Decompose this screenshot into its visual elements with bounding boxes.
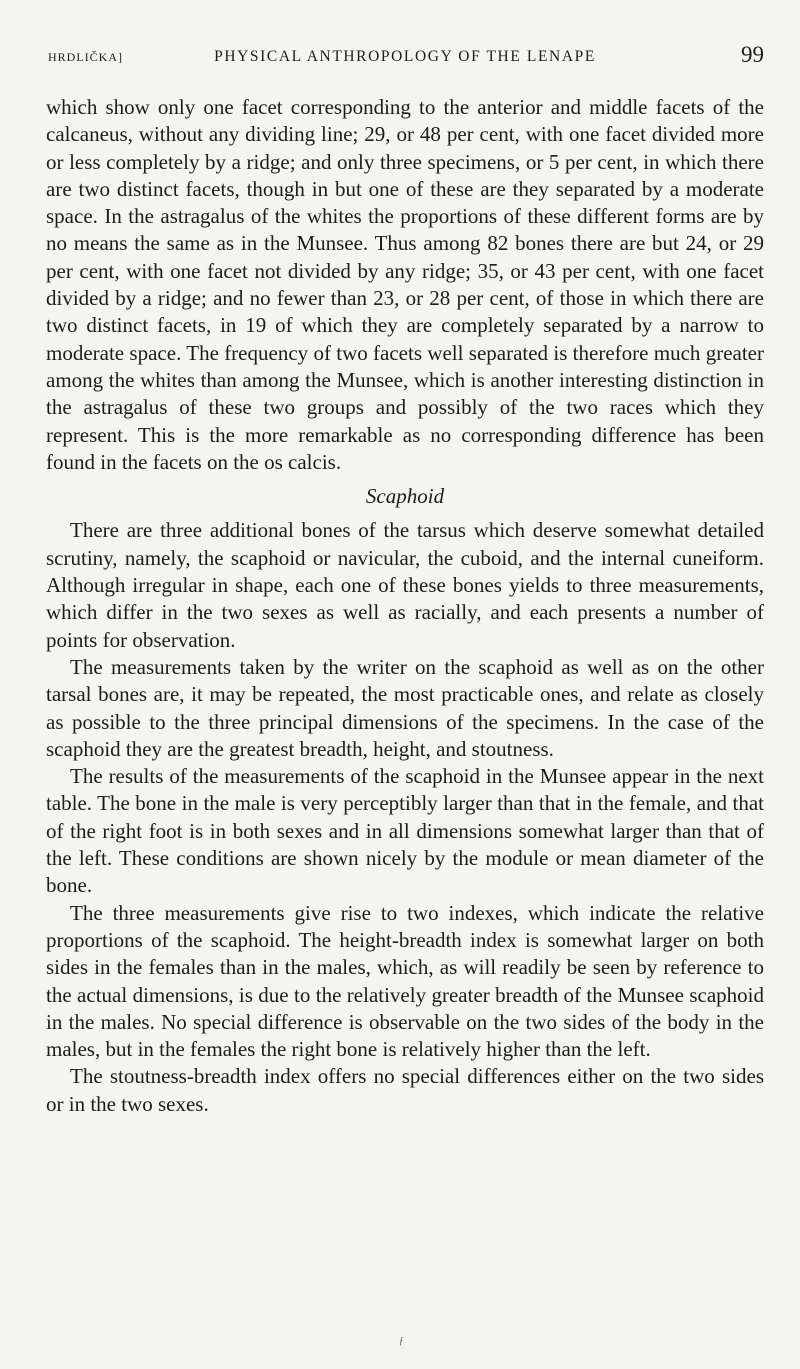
running-head-title: PHYSICAL ANTHROPOLOGY OF THE LENAPE [214,48,596,65]
section-heading-scaphoid: Scaphoid [365,484,445,509]
page-number: 99 [741,42,764,67]
paragraph-stoutness-index: The stoutness-breadth index offers no special differences either on the two sides or in the two sexes. [46,1064,764,1116]
paragraph-measurements-method: The measurements taken by the writer on the scaphoid as well as on the other tarsal bones are, it may be repeated, the most practicable ones, and relate as closely as possible to the three principal dimensions of the specimens. In the case of the scaphoid they are the greatest breadth, height, and stoutness. [46,654,764,761]
paragraph-munsee-results: The results of the measurements of the scaphoid in the Munsee appear in the next table. The bone in the male is very perceptibly larger than that in the female, and that of the right foot is in both sexes and in all dimensions somewhat larger than that of the left. These conditions are shown nicely by the module or mean diameter of the bone. [46,764,764,898]
body-text [46,94,764,1118]
running-head-author: HRDLIČKA] [48,50,123,64]
paragraph-indexes: The three measurements give rise to two indexes, which indicate the relative proportions of the scaphoid. The height-breadth index is somewhat larger on both sides in the females than in the males, which, as will readily be seen by reference to the actual dimensions, is due to the relatively greater breadth of the Munsee scaphoid in the males. No special difference is observable on the two sides of the body in the males, but in the females the right bone is relatively higher than the left. [46,900,764,1062]
running-head [46,40,764,74]
paragraph-tarsus-bones: There are three additional bones of the tarsus which deserve somewhat detailed scrutiny, namely, the scaphoid or navicular, the cuboid, and the internal cuneiform. Although irregular in shape, each one of these bones yields to three measurements, which differ in the two sexes as well as racially, and each presents a number of points for observation. [46,518,764,652]
footer-mark: ƒ [399,1336,404,1347]
book-page [46,40,764,1118]
paragraph-astragalus-facets: which show only one facet corresponding to the anterior and middle facets of the calcaneus, without any dividing line; 29, or 48 per cent, with one facet divided more or less completely by a ridge; and only three specimens, or 5 per cent, in which there are two distinct facets, though in but one of these are they separated by a moderate space. In the astragalus of the whites the proportions of these different forms are by no means the same as in the Munsee. Thus among 82 bones there are but 24, or 29 per cent, with one facet not divided by any ridge; 35, or 43 per cent, with one facet divided by a ridge; and no fewer than 23, or 28 per cent, of those in which there are two distinct facets, in 19 of which they are completely separated by a narrow to moderate space. The frequency of two facets well separated is therefore much greater among the whites than among the Munsee, which is another interesting distinction in the astragalus of these two groups and possibly of the two races which they represent. This is the more remarkable as no corresponding difference has been found in the facets on the os calcis. [46,95,764,474]
